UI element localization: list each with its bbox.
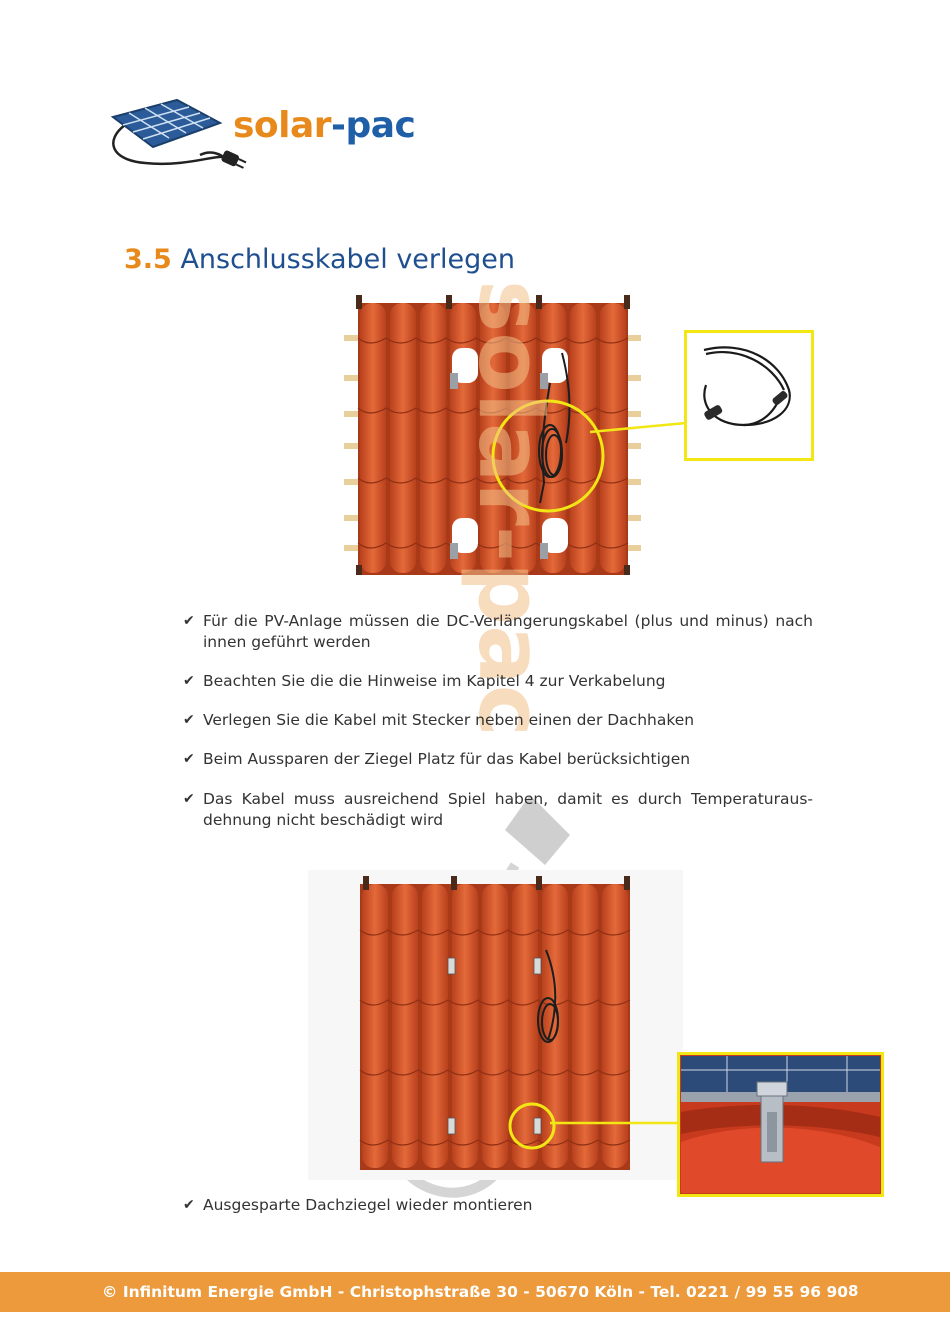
bullet-item <box>183 789 813 831</box>
bullet-text: Das Kabel muss ausreichend Spiel haben, damit es durch Temperaturaus-dehnung nicht beschädigt wird <box>203 790 813 829</box>
bullet-item <box>183 710 813 731</box>
bullet-item <box>183 671 813 692</box>
dc-extension-cable-photo <box>684 330 814 461</box>
svg-text:solar-pac: solar-pac <box>459 280 562 737</box>
check-icon: ✔ <box>183 712 195 728</box>
bullet-item <box>183 1195 813 1216</box>
bullet-text: Beim Aussparen der Ziegel Platz für das Kabel berücksichtigen <box>203 750 691 768</box>
check-icon: ✔ <box>183 791 195 807</box>
logo-part2: -pac <box>331 105 416 146</box>
bullet-item <box>183 611 813 653</box>
roof-hook-rail-photo <box>677 1052 884 1197</box>
page-number: 8 <box>848 1282 859 1300</box>
check-icon: ✔ <box>183 751 195 767</box>
bullet-text: Beachten Sie die die Hinweise im Kapitel 4 zur Verkabelung <box>203 672 666 690</box>
callout-line-1 <box>590 420 690 435</box>
logo-part1: solar <box>233 105 332 146</box>
check-icon: ✔ <box>183 673 195 689</box>
roof-tiles-mounted-image <box>308 870 683 1180</box>
section-number: 3.5 <box>124 244 172 275</box>
section-title: Anschlusskabel verlegen <box>180 244 515 275</box>
bullet-text: Verlegen Sie die Kabel mit Stecker neben einen der Dachhaken <box>203 711 695 729</box>
footer-text: © Infinitum Energie GmbH - Christophstraße 30 - 50670 Köln - Tel. 0221 / 99 55 96 90 <box>101 1283 849 1301</box>
bullet-item <box>183 749 813 770</box>
check-icon: ✔ <box>183 1197 195 1213</box>
section-heading <box>124 240 515 280</box>
check-icon: ✔ <box>183 613 195 629</box>
callout-line-2 <box>550 1118 685 1128</box>
bullet-text: Ausgesparte Dachziegel wieder montieren <box>203 1196 533 1214</box>
bullet-text: Für die PV-Anlage müssen die DC-Verlängerungskabel (plus und minus) nach innen geführt werden <box>203 612 813 651</box>
logo-wordmark <box>233 104 415 148</box>
